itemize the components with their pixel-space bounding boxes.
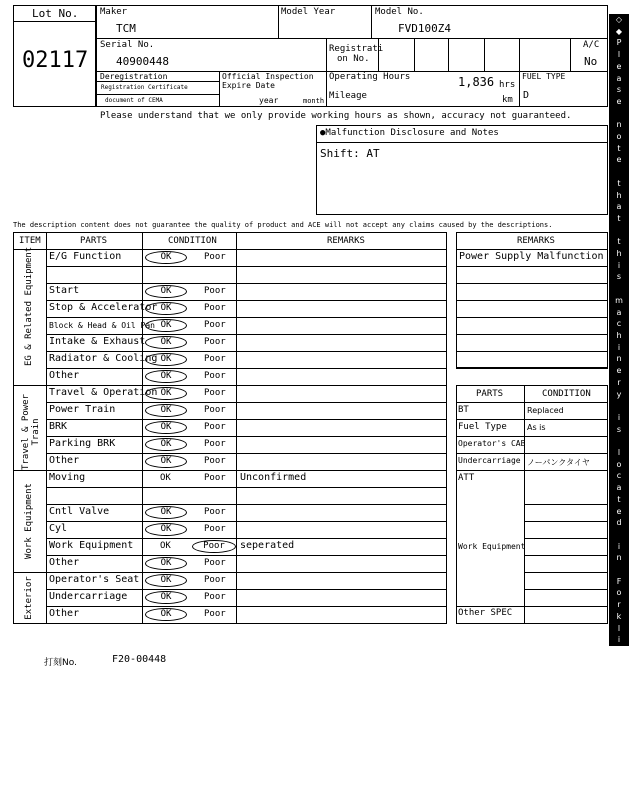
condition-ok[interactable]: OK [145, 370, 187, 383]
row-part: Other [49, 370, 80, 381]
condition-ok[interactable]: OK [160, 541, 171, 551]
right-other-spec-label: Other SPEC [458, 608, 513, 618]
condition-ok[interactable]: OK [145, 574, 187, 587]
header-remarks: REMARKS [327, 236, 365, 246]
condition-poor[interactable]: Poor [204, 303, 226, 313]
registration-label-1: Registrati [329, 44, 384, 54]
row-part: Block & Head & Oil Pan [49, 321, 155, 330]
row-part: Power Train [49, 404, 116, 415]
fuel-type-value: D [523, 90, 530, 101]
condition-poor[interactable]: Poor [204, 422, 226, 432]
row-part: Work Equipment [49, 540, 134, 551]
row-part: Cntl Valve [49, 506, 110, 517]
operating-hours-label: Operating Hours [329, 72, 411, 82]
condition-poor[interactable]: Poor [204, 575, 226, 585]
condition-poor[interactable]: Poor [204, 286, 226, 296]
right-parts-header: PARTS [476, 389, 504, 399]
hrs-label: hrs [499, 80, 516, 90]
condition-poor[interactable]: Poor [204, 473, 226, 483]
condition-ok[interactable]: OK [145, 557, 187, 570]
model-year-label: Model Year [281, 7, 336, 17]
row-part: Other [49, 455, 80, 466]
row-part: Stop & Accelerator [49, 302, 158, 313]
footer-label: 打刻No. [44, 658, 77, 668]
row-part: Radiator & Cooling [49, 353, 158, 364]
condition-ok[interactable]: OK [145, 506, 187, 519]
condition-poor[interactable]: Poor [204, 439, 226, 449]
row-part: Start [49, 285, 80, 296]
right-part-name: ATT [458, 473, 475, 483]
header-item: ITEM [19, 236, 41, 246]
operating-hours-value: 1,836 [458, 75, 495, 89]
condition-poor[interactable]: Poor [204, 354, 226, 364]
condition-ok[interactable]: OK [145, 591, 187, 604]
inspection-label-1: Official Inspection [222, 72, 314, 81]
condition-poor[interactable]: Poor [204, 592, 226, 602]
malfunction-text: Shift: AT [320, 147, 380, 160]
condition-ok[interactable]: OK [145, 438, 187, 451]
footer-value: F20-00448 [112, 654, 167, 665]
ac-value: No [584, 55, 598, 68]
reg-cert-label: Registration Certificate [101, 84, 188, 91]
hours-notice: Please understand that we only provide working hours as shown, accuracy not guaranteed. [100, 111, 572, 121]
right-remarks-header: REMARKS [517, 236, 555, 246]
row-part: Operator's Seat [49, 574, 140, 585]
condition-ok[interactable]: OK [145, 353, 187, 366]
condition-ok[interactable]: OK [145, 336, 187, 349]
condition-ok[interactable]: OK [145, 285, 187, 298]
condition-ok[interactable]: OK [145, 404, 187, 417]
maker-label: Maker [100, 7, 128, 17]
serial-value: 40900448 [116, 55, 169, 68]
condition-poor[interactable]: Poor [204, 456, 226, 466]
row-part: Moving [49, 472, 86, 483]
condition-ok[interactable]: OK [145, 302, 187, 315]
condition-ok[interactable]: OK [145, 319, 187, 332]
ac-label: A/C [583, 40, 600, 50]
condition-ok[interactable]: OK [145, 608, 187, 621]
condition-ok[interactable]: OK [145, 387, 187, 400]
lot-label: Lot No. [32, 7, 79, 20]
cema-label: document of CEMA [105, 97, 163, 104]
mileage-label: Mileage [329, 91, 367, 101]
right-part-name: Undercarriage [458, 456, 521, 465]
condition-poor[interactable]: Poor [204, 405, 226, 415]
condition-ok[interactable]: OK [145, 455, 187, 468]
condition-ok[interactable]: OK [145, 421, 187, 434]
header-condition: CONDITION [168, 236, 217, 246]
row-part: Undercarriage [49, 591, 128, 602]
year-label: year [259, 96, 279, 105]
disclaimer: The description content does not guarantee the quality of product and ACE will not accept any claims caused by the descriptions. [13, 221, 553, 229]
row-part: E/G Function [49, 251, 122, 262]
right-part-name: Fuel Type [458, 422, 507, 432]
right-work-equipment-label: Work Equipment [458, 542, 526, 551]
row-part: Intake & Exhaust [49, 336, 146, 347]
km-label: km [502, 95, 513, 105]
malfunction-box [316, 125, 608, 215]
row-part: Travel & Operation [49, 387, 158, 398]
model-no-label: Model No. [375, 7, 424, 17]
right-part-name: Operator's CAB [458, 439, 526, 448]
group-label-travel: Travel & Power Train [21, 394, 41, 470]
condition-poor[interactable]: Poor [204, 507, 226, 517]
header-parts: PARTS [80, 236, 108, 246]
condition-poor[interactable]: Poor [204, 320, 226, 330]
condition-poor[interactable]: Poor [204, 371, 226, 381]
condition-poor[interactable]: Poor [204, 609, 226, 619]
right-part-condition: Replaced [527, 406, 564, 415]
row-part: Parking BRK [49, 438, 116, 449]
model-no-value: FVD100Z4 [398, 22, 451, 35]
row-remark: seperated [240, 540, 295, 551]
maker-value: TCM [116, 22, 136, 35]
inspection-label-2: Expire Date [222, 81, 275, 90]
row-part: BRK [49, 421, 68, 432]
condition-poor[interactable]: Poor [204, 252, 226, 262]
lot-number: 02117 [22, 48, 89, 73]
group-label-exterior: Exterior [24, 576, 34, 620]
condition-ok[interactable]: OK [145, 251, 187, 264]
condition-ok[interactable]: OK [160, 473, 171, 483]
fuel-type-label: FUEL TYPE [522, 72, 566, 81]
month-label: month [303, 97, 325, 105]
condition-poor[interactable]: Poor [204, 524, 226, 534]
row-remark: Unconfirmed [240, 472, 307, 483]
right-condition-header: CONDITION [542, 389, 591, 399]
right-remark-item: Power Supply Malfunction [459, 251, 604, 262]
condition-poor[interactable]: Poor [204, 388, 226, 398]
condition-poor[interactable]: Poor [192, 540, 236, 553]
row-part: Other [49, 608, 80, 619]
right-part-condition: As is [527, 423, 546, 432]
right-part-name: BT [458, 405, 469, 415]
condition-poor[interactable]: Poor [204, 337, 226, 347]
serial-label: Serial No. [100, 40, 155, 50]
deregistration-label: Deregistration [100, 72, 168, 81]
registration-label-2: on No. [337, 54, 370, 64]
parking-notice-sidebar: ◇ ◆ P l e a s e n o t e t h a t t h i s m a c h i n e r y i s l o c a t e d i n F o r k l i f t P a r k i n g ◆ ◇ [609, 14, 629, 646]
right-part-condition: ノーパンクタイヤ [527, 458, 590, 467]
row-part: Cyl [49, 523, 68, 534]
condition-ok[interactable]: OK [145, 523, 187, 536]
group-label-eg: EG & Related Equipment [24, 246, 34, 366]
row-part: Other [49, 557, 80, 568]
condition-poor[interactable]: Poor [204, 558, 226, 568]
malfunction-title: ●Malfunction Disclosure and Notes [320, 128, 499, 138]
group-label-work: Work Equipment [24, 483, 34, 559]
